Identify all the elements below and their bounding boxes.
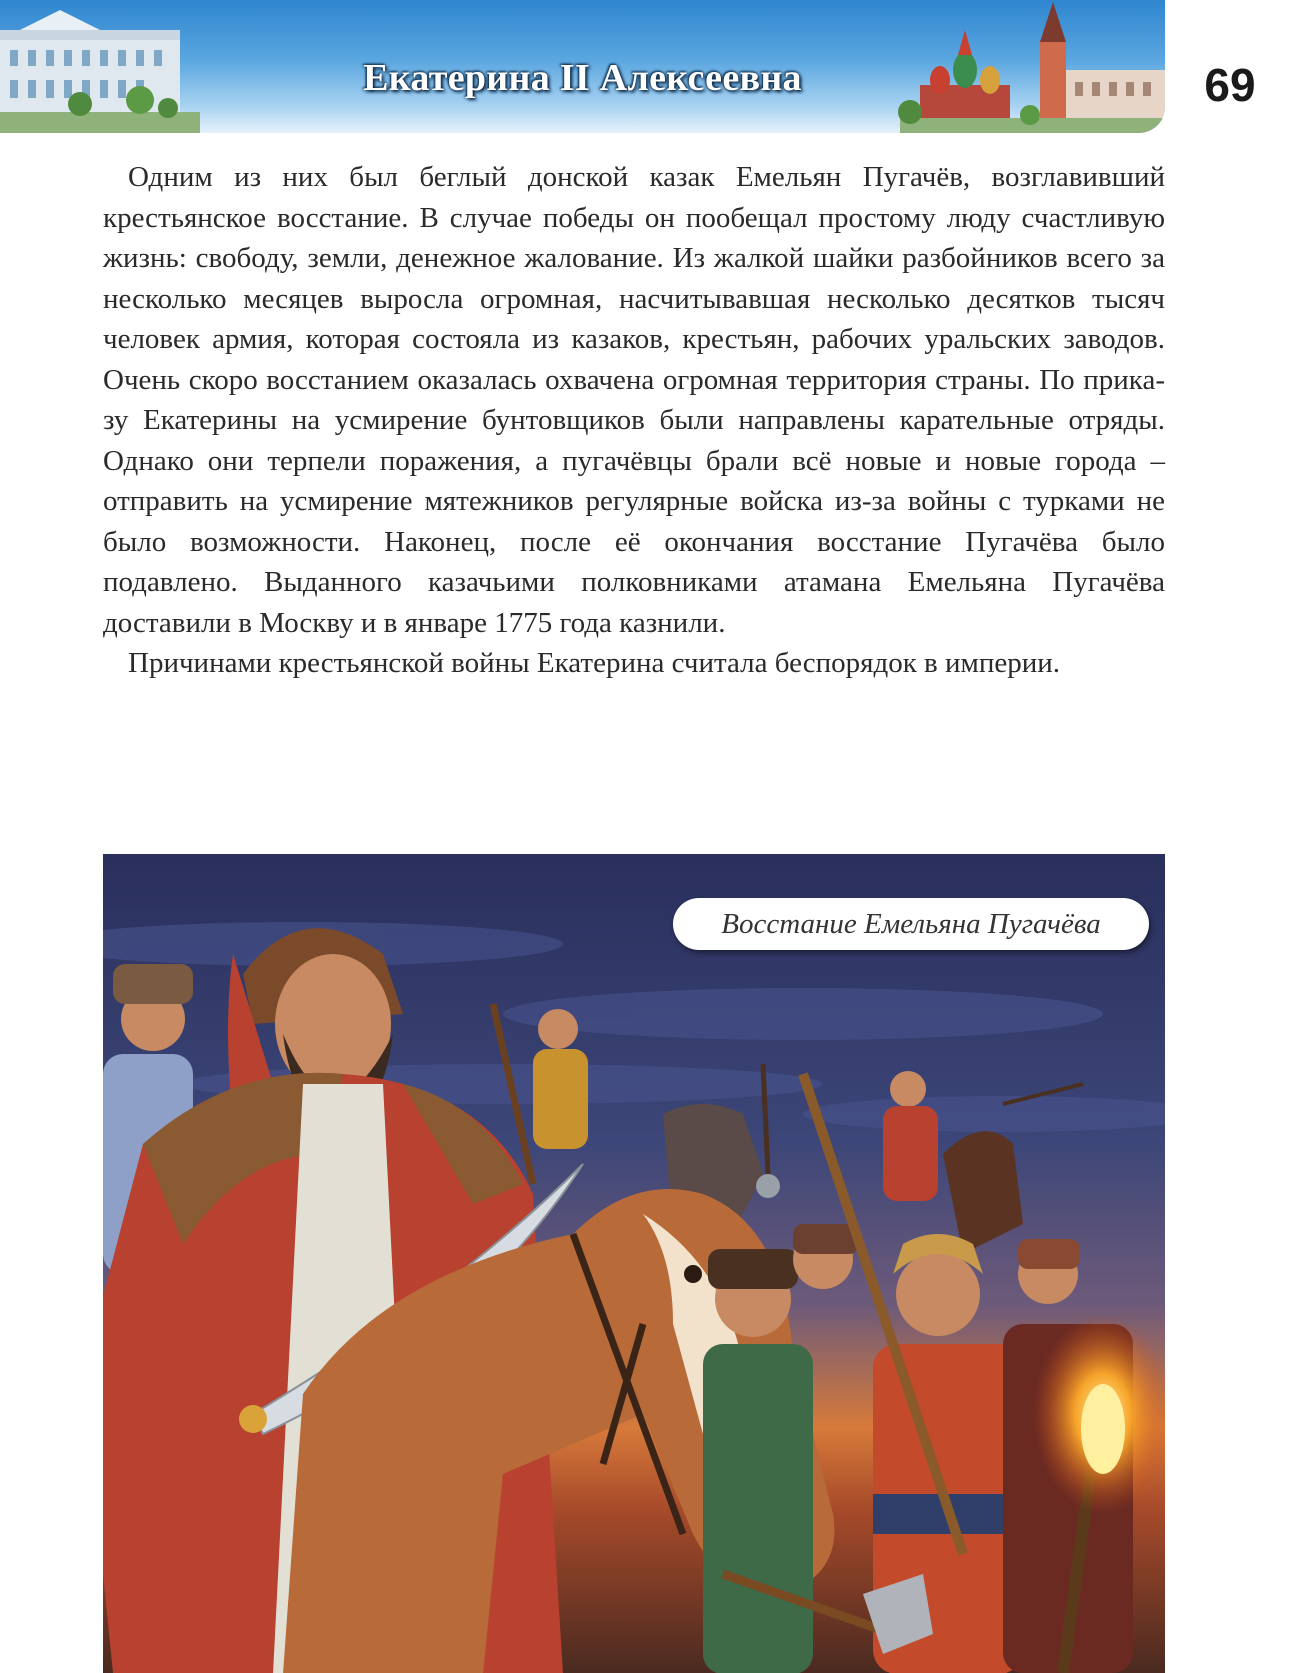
chapter-title: Екатерина II Алексеевна [363,57,802,99]
paragraph-2: Причинами крестьянской войны Екатерина считала беспорядок в империи. [128,647,1061,679]
illustration-caption: Восстание Емельяна Пугачёва [673,898,1149,950]
paragraph-1: Одним из них был беглый донской казак Емельян Пугачёв, возглавивший крестьянское восстание. В случае победы он пообещал простому люду счастливую жизнь: свободу, земли, денежное жалование. Из жалкой шайки разбойников всего за несколько месяцев выросла огромная, насчитывавшая несколько десятков тысяч человек армия, которая состояла из казаков, крестьян, рабочих уральских заводов. Очень скоро восстанием оказалась охвачена огромная территория страны. По приказу Екатерины на усмирение бунтовщиков были направлены карательные отряды. Однако они терпели поражения, а пугачёвцы брали всё новые и новые города – отправить на усмирение мятежников регулярные войска из-за войны с турками не было возможности. Наконец, после её окончания восстание Пугачёва было подавлено. Выданного казачьими полковниками атамана Емельяна Пугачёва доставили в Москву и в январе 1775 года казнили. [103,161,1165,639]
page-number: 69 [1204,59,1256,111]
body-text [103,157,1165,684]
uprising-scene [103,854,1165,1673]
pugachev-uprising-illustration [103,854,1165,1673]
header-banner [0,0,1165,133]
